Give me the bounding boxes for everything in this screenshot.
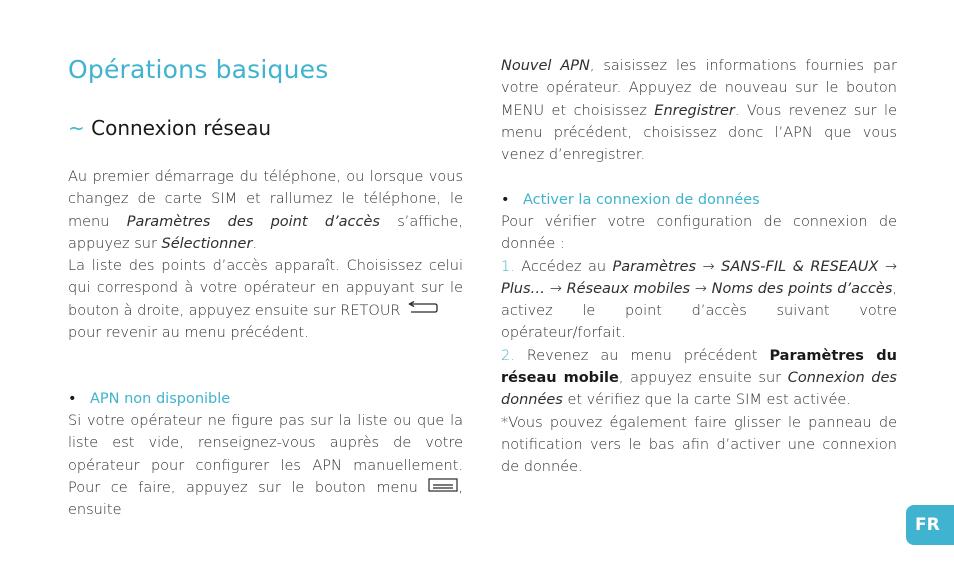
data-intro: Pour vérifier votre configuration de connexion de donnée : — [501, 214, 897, 253]
step2-text-c: et vérifiez que la carte SIM est activée. — [562, 392, 851, 409]
language-badge: FR — [906, 505, 954, 545]
arrow-icon: → — [549, 280, 562, 297]
step1-text-a: Accédez au — [514, 258, 613, 275]
apn-paragraph — [68, 410, 463, 522]
data-heading-label: Activer la connexion de données — [523, 192, 760, 208]
arrow-icon: → — [694, 280, 707, 297]
apn-heading: • APN non disponible — [68, 391, 231, 407]
step1-path-1: Paramètres — [612, 258, 697, 275]
step2-menu: Paramètres du réseau mobile — [501, 347, 897, 387]
cont-text-2: . Vous revenez sur le menu précédent, choisissez donc l’APN que vous venez d’enregistrer. — [501, 102, 897, 164]
step2-text-a: Revenez au menu précédent — [514, 347, 770, 364]
step1-path-5: Noms des points d’accès — [711, 280, 893, 297]
cont-text-1: , saisissez les informations fournies par votre opérateur. Appuyez de nouveau sur le bouton MENU et choisissez — [501, 58, 898, 119]
arrow-icon: → — [702, 258, 715, 275]
apn-text: Si votre opérateur ne figure pas sur la liste ou que la liste est vide, renseignez-vous auprès de votre opérateur pour configurer les APN manuellement. Pour ce faire, appuyez sur le bouton menu — [68, 413, 463, 497]
data-heading: • Activer la connexion de données — [501, 192, 760, 208]
back-arrow-icon — [405, 300, 439, 322]
intro-text-1: Au premier démarrage du téléphone, ou lorsque vous changez de carte SIM et rallumez le téléphone, le menu — [68, 169, 463, 230]
section-label: Connexion réseau — [91, 116, 272, 140]
menu-icon — [428, 477, 458, 499]
step1-number: 1. — [501, 258, 515, 275]
arrow-icon: → — [884, 258, 898, 275]
intro-select: Sélectionner — [161, 235, 253, 252]
page-title: Opérations basiques — [68, 55, 329, 84]
section-title — [68, 116, 271, 140]
list-text-1: La liste des points d’accès apparaît. Choisissez celui qui correspond à votre opérateur en appuyant sur le bouton à droite, appuyez ensuite sur RETOUR — [68, 258, 463, 319]
section-tilde: ~ — [68, 116, 85, 140]
step2-text-b: , appuyez ensuite sur — [618, 370, 788, 387]
intro-menu-name: Paramètres des point d’accès — [126, 213, 380, 230]
apn-heading-label: APN non disponible — [90, 391, 231, 407]
continued-paragraph — [501, 55, 897, 166]
apn-text-end: , ensuite — [68, 480, 463, 519]
step1-path-3: Plus… — [501, 280, 546, 297]
intro-text-2: s’affiche, appuyez sur — [68, 213, 463, 252]
step1-path-2: SANS-FIL & RESEAUX — [721, 258, 879, 275]
step1-path-4: Réseaux mobiles — [566, 280, 691, 297]
save-label: Enregistrer — [654, 102, 735, 119]
data-paragraph — [501, 211, 897, 479]
intro-text-3: . — [252, 235, 258, 252]
list-text-2: pour revenir au menu précédent. — [68, 325, 309, 342]
step2-number: 2. — [501, 347, 515, 364]
step2-connection: Connexion des données — [501, 370, 897, 409]
note-text: *Vous pouvez également faire glisser le panneau de notification vers le bas afin d’activer une connexion de donnée. — [501, 414, 897, 476]
step1-text-b: , activez le point d’accès suivant votre opérateur/forfait. — [501, 280, 898, 342]
new-apn-label: Nouvel APN — [501, 58, 590, 74]
intro-paragraph — [68, 166, 463, 345]
